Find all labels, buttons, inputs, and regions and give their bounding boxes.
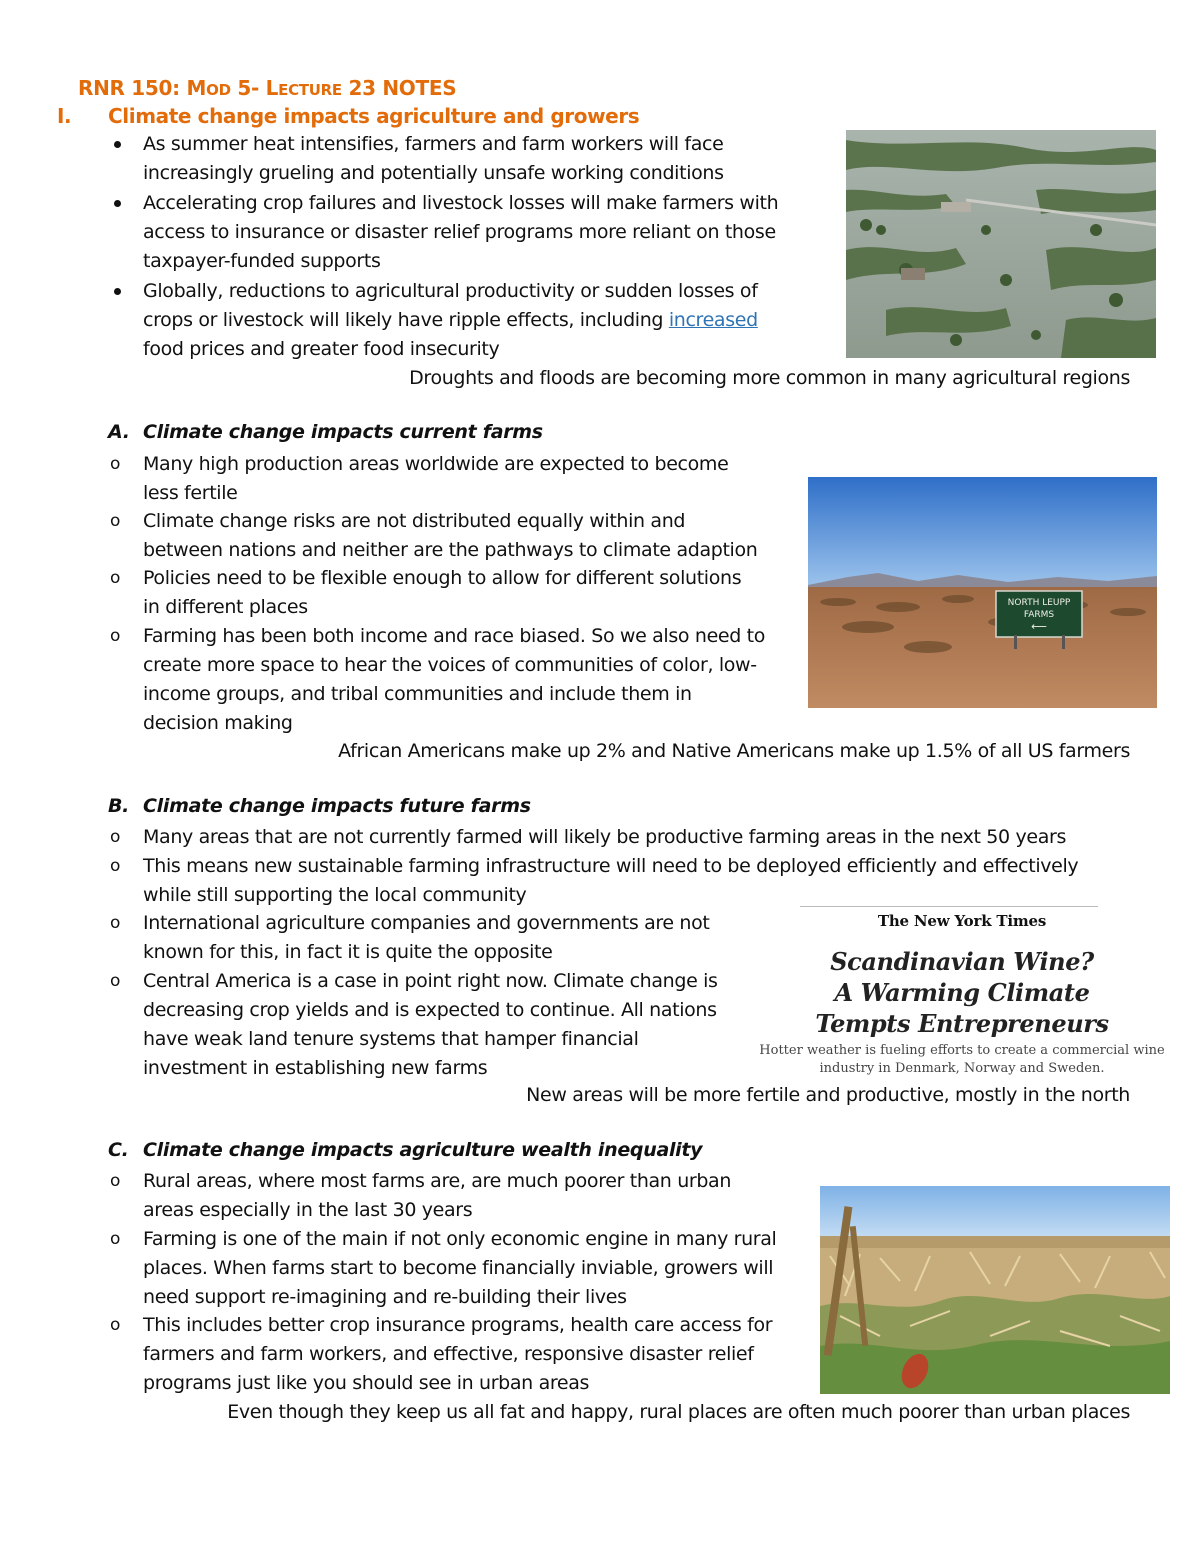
bullet-circle: o xyxy=(110,568,121,588)
section-c-bullet-1: Rural areas, where most farms are, are much poorer than urban areas especially in the last 30 years xyxy=(143,1170,732,1221)
section-a-heading: Climate change impacts current farms xyxy=(143,421,543,443)
bullet-disc xyxy=(114,141,121,148)
bullet-circle: o xyxy=(110,856,121,876)
sign-line-2: FARMS xyxy=(1023,610,1055,620)
section-b-heading: Climate change impacts future farms xyxy=(143,795,531,817)
section-c-letter: C. xyxy=(108,1139,129,1161)
section-b-bullet-4: Central America is a case in point right now. Climate change is decreasing crop yields and is expected to continue. All nations have weak land tenure systems that hamper financial investment in establishing new farms xyxy=(143,970,718,1079)
bullet-disc xyxy=(114,200,121,207)
increased-link[interactable]: increased xyxy=(668,309,758,331)
nyt-subhead: Hotter weather is fueling efforts to create a commercial wine industry in Denmark, Norway and Sweden. xyxy=(759,1043,1165,1076)
section-b-bullet-1: Many areas that are not currently farmed will likely be productive farming areas in the next 50 years xyxy=(143,826,1067,848)
bullet-circle: o xyxy=(110,971,121,991)
divider xyxy=(800,906,1098,907)
section-1-heading: Climate change impacts agriculture and growers xyxy=(108,104,640,128)
bullet-circle: o xyxy=(110,913,121,933)
bullet-circle: o xyxy=(110,1171,121,1191)
bullet-circle: o xyxy=(110,511,121,531)
bullet-disc xyxy=(114,288,121,295)
flooded-farmland-photo xyxy=(846,130,1156,358)
section-1-bullet-3: Globally, reductions to agricultural productivity or sudden losses of crops or livestock will likely have ripple effects, including increased food prices and greater food insecurity xyxy=(143,280,758,360)
sign-line-1: NORTH LEUPP xyxy=(1007,598,1071,608)
sign-arrow-icon: ⟵ xyxy=(1031,620,1047,633)
section-a-bullet-3: Policies need to be flexible enough to allow for different solutions in different places xyxy=(143,567,742,618)
nyt-article-clipping xyxy=(748,906,1176,1078)
section-a-bullet-2: Climate change risks are not distributed equally within and between nations and neither are the pathways to climate adaption xyxy=(143,510,758,561)
section-a-bullet-1: Many high production areas worldwide are expected to become less fertile xyxy=(143,453,729,504)
bullet-circle: o xyxy=(110,454,121,474)
section-1-bullet-2: Accelerating crop failures and livestock losses will make farmers with access to insurance or disaster relief programs more reliant on those taxpayer-funded supports xyxy=(143,192,779,272)
bullet-circle: o xyxy=(110,1229,121,1249)
section-c-bullet-2: Farming is one of the main if not only economic engine in many rural places. When farms start to become financially inviable, growers will need support re-imagining and re-building their lives xyxy=(143,1228,777,1308)
section-c-heading: Climate change impacts agriculture wealth inequality xyxy=(143,1139,703,1161)
section-b-caption: New areas will be more fertile and productive, mostly in the north xyxy=(526,1084,1130,1106)
nyt-logo: The New York Times xyxy=(877,912,1047,930)
bullet-circle: o xyxy=(110,626,121,646)
section-b-bullet-3: International agriculture companies and governments are not known for this, in fact it is quite the opposite xyxy=(143,912,710,963)
section-b-bullet-2: This means new sustainable farming infrastructure will need to be deployed efficiently and effectively while still supporting the local community xyxy=(143,855,1079,906)
section-b-letter: B. xyxy=(108,795,130,817)
bullet-circle: o xyxy=(110,827,121,847)
section-1-caption: Droughts and floods are becoming more common in many agricultural regions xyxy=(409,367,1130,389)
section-c-bullet-3: This includes better crop insurance programs, health care access for farmers and farm workers, and effective, responsive disaster relief programs just like you should see in urban areas xyxy=(143,1314,773,1394)
bullet-circle: o xyxy=(110,1315,121,1335)
corn-stubble-field-photo xyxy=(820,1186,1170,1394)
section-a-letter: A. xyxy=(108,421,130,443)
page-title: RNR 150: MOD 5- LECTURE 23 NOTES xyxy=(78,76,457,100)
section-1-numeral: I. xyxy=(57,104,72,128)
section-1-bullet-1: As summer heat intensifies, farmers and farm workers will face increasingly grueling and potentially unsafe working conditions xyxy=(143,133,724,184)
section-a-caption: African Americans make up 2% and Native Americans make up 1.5% of all US farmers xyxy=(338,740,1130,762)
section-c-caption: Even though they keep us all fat and happy, rural places are often much poorer than urban places xyxy=(227,1401,1130,1423)
section-a-bullet-4: Farming has been both income and race biased. So we also need to create more space to hear the voices of communities of color, low- income groups, and tribal communities and include them in decision making xyxy=(143,625,766,734)
nyt-headline: Scandinavian Wine? A Warming Climate Tempts Entrepreneurs xyxy=(815,947,1109,1038)
north-leupp-farms-photo xyxy=(808,477,1157,708)
